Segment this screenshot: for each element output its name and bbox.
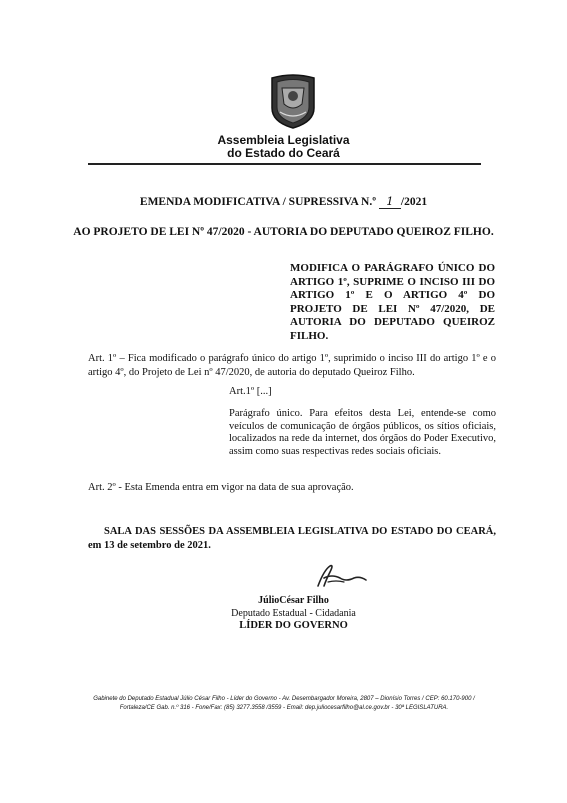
session-closing: SALA DAS SESSÕES DA ASSEMBLEIA LEGISLATIVA DO ESTADO DO CEARÁ, em 13 de setembro de 2021. (88, 526, 496, 551)
article-1: Art. 1º – Fica modificado o parágrafo único do artigo 1º, suprimido o inciso III do artigo 1º e o artigo 4º, do Projeto de Lei nº 47/2020, de autoria do deputado Queiroz Filho. (88, 353, 496, 378)
signature-block (180, 595, 407, 633)
handwritten-signature (310, 560, 370, 590)
assembly-crest-emblem (268, 72, 318, 130)
emenda-title (0, 194, 567, 209)
ementa-summary: MODIFICA O PARÁGRAFO ÚNICO DO ARTIGO 1º, SUPRIME O INCISO III DO ARTIGO 1º E O ARTIGO 4º DO PROJETO DE LEI Nº 47/2020, DE AUTORIA DO DEPUTADO QUEIROZ FILHO. (290, 262, 495, 342)
footer-line2: Fortaleza/CE Gab. n.º 316 - Fone/Fax: (85) 3277.3558 /3559 - Email: dep.juliocesarfilho@al.ce.gov.br - 30ª LEGISLATURA. (119, 705, 449, 711)
footer-contact (78, 695, 490, 713)
article-1-reference: Art.1º [...] (229, 386, 272, 397)
footer-line1: Gabinete do Deputado Estadual Júlio César Filho - Líder do Governo - Av. Desembargador Moreira, 2807 – Dionísio Torres / CEP: 60.170-900 / (93, 696, 475, 702)
emenda-title-suffix: /2021 (400, 196, 428, 208)
signer-name: JúlioCésar Filho (258, 595, 329, 606)
article-2: Art. 2º - Esta Emenda entra em vigor na data de sua aprovação. (88, 482, 354, 493)
projeto-reference: AO PROJETO DE LEI Nº 47/2020 - AUTORIA DO DEPUTADO QUEIROZ FILHO. (73, 226, 494, 238)
org-name-line2: do Estado do Ceará (227, 146, 340, 160)
signer-title: LÍDER DO GOVERNO (239, 620, 348, 631)
signer-role: Deputado Estadual - Cidadania (231, 607, 356, 619)
org-name-line1: Assembleia Legislativa (217, 133, 350, 147)
emenda-number: 1 (379, 194, 401, 209)
emenda-title-prefix: EMENDA MODIFICATIVA / SUPRESSIVA N.º (139, 196, 376, 208)
paragrafo-unico: Parágrafo único. Para efeitos desta Lei, entende-se como veículos de comunicação de órgãos públicos, os sítios oficiais, localizados na rede da internet, dos órgãos do Poder Executivo, assim como suas respectivas redes sociais oficiais. (229, 408, 496, 457)
header-divider (88, 163, 481, 165)
